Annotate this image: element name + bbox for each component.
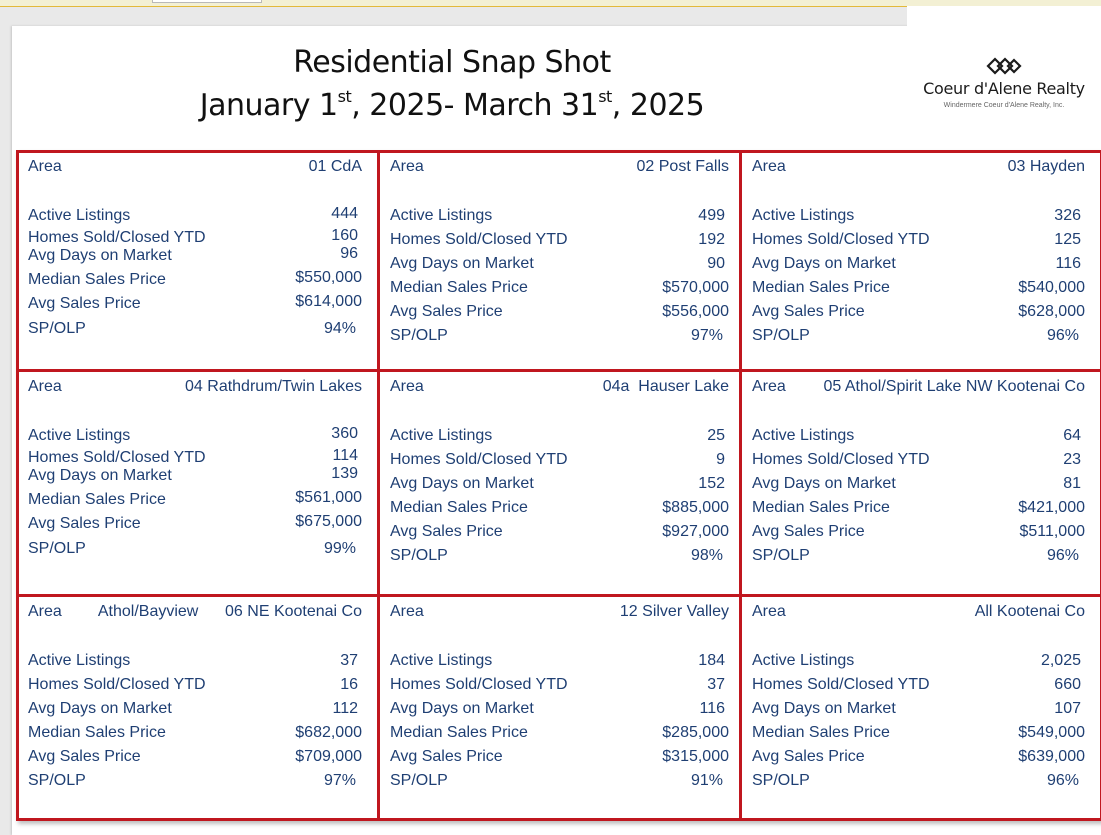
metric-value: 499 xyxy=(698,207,725,224)
metric-value: 116 xyxy=(1055,255,1081,272)
area-label: Area xyxy=(390,378,424,395)
date-middle: , 2025- March 31 xyxy=(351,88,599,123)
metric-label: Median Sales Price xyxy=(28,724,166,741)
metric-label: Homes Sold/Closed YTD xyxy=(28,676,206,693)
metric-value: 91% xyxy=(690,772,723,789)
page-corner xyxy=(907,6,1101,27)
metric-value: $639,000 xyxy=(1018,748,1085,765)
metric-label: Avg Days on Market xyxy=(28,247,172,264)
metric-label: Avg Sales Price xyxy=(28,748,141,765)
metric-value: $549,000 xyxy=(1018,724,1085,741)
area-cell xyxy=(390,378,729,588)
metric-value: $628,000 xyxy=(1018,303,1085,320)
grid-divider-vertical xyxy=(739,150,742,821)
metric-label: Homes Sold/Closed YTD xyxy=(752,676,930,693)
metric-label: Avg Days on Market xyxy=(390,700,534,717)
metric-value: $540,000 xyxy=(1018,279,1085,296)
metric-value: $709,000 xyxy=(295,748,362,765)
metric-label: Median Sales Price xyxy=(390,499,528,516)
metric-value: 160 xyxy=(331,227,358,244)
metric-value: 2,025 xyxy=(1040,652,1081,669)
area-label: Area xyxy=(28,378,62,395)
metric-label: Avg Sales Price xyxy=(28,515,141,532)
metric-label: Homes Sold/Closed YTD xyxy=(752,231,930,248)
diamond-logo-icon xyxy=(984,54,1024,78)
metric-value: 16 xyxy=(340,676,358,693)
area-cell xyxy=(752,603,1085,813)
metric-value: $570,000 xyxy=(662,279,729,296)
metric-value: 139 xyxy=(331,465,358,482)
metric-label: Active Listings xyxy=(390,652,493,669)
metric-label: SP/OLP xyxy=(752,547,810,564)
metric-label: Median Sales Price xyxy=(752,724,890,741)
metric-value: 94% xyxy=(323,320,356,337)
metric-label: SP/OLP xyxy=(28,320,86,337)
area-name: 01 CdA xyxy=(308,158,362,175)
metric-value: 96% xyxy=(1046,327,1079,344)
metric-label: Homes Sold/Closed YTD xyxy=(28,449,206,466)
metric-label: Active Listings xyxy=(752,427,855,444)
area-cell xyxy=(752,378,1085,588)
date-range xyxy=(132,88,772,123)
metric-label: Median Sales Price xyxy=(390,279,528,296)
metric-label: Active Listings xyxy=(752,207,855,224)
metric-label: Median Sales Price xyxy=(752,279,890,296)
area-name: 05 Athol/Spirit Lake NW Kootenai Co xyxy=(823,378,1085,395)
metric-label: Avg Days on Market xyxy=(752,475,896,492)
area-label: Area xyxy=(752,603,786,620)
company-logo xyxy=(916,52,1092,114)
logo-company-name: Coeur d'Alene Realty xyxy=(923,79,1085,98)
metric-label: Avg Days on Market xyxy=(752,700,896,717)
area-label: Area xyxy=(28,158,62,175)
metric-label: Avg Sales Price xyxy=(752,523,865,540)
grid-divider-horizontal xyxy=(16,594,1101,597)
area-label: Area xyxy=(752,158,786,175)
metric-value: 107 xyxy=(1054,700,1081,717)
metric-value: 97% xyxy=(690,327,723,344)
grid-divider-horizontal xyxy=(16,369,1101,372)
metric-label: Homes Sold/Closed YTD xyxy=(390,451,568,468)
metric-label: Avg Days on Market xyxy=(390,255,534,272)
metric-value: $511,000 xyxy=(1019,523,1085,540)
area-cell xyxy=(28,158,362,368)
metric-label: Avg Days on Market xyxy=(390,475,534,492)
metric-label: Avg Sales Price xyxy=(390,748,503,765)
metric-label: Avg Sales Price xyxy=(752,748,865,765)
area-name: All Kootenai Co xyxy=(974,603,1085,620)
metric-value: $614,000 xyxy=(295,293,362,310)
metric-label: Avg Sales Price xyxy=(390,523,503,540)
metric-value: 97% xyxy=(323,772,356,789)
metric-value: $561,000 xyxy=(295,489,362,506)
date-start-suffix: st xyxy=(337,87,352,106)
metric-value: 99% xyxy=(323,540,356,557)
metric-label: Homes Sold/Closed YTD xyxy=(752,451,930,468)
area-cell xyxy=(390,603,729,813)
metric-value: $421,000 xyxy=(1018,499,1085,516)
metric-value: $556,000 xyxy=(662,303,729,320)
metric-value: $550,000 xyxy=(295,269,362,286)
area-label: Area xyxy=(28,603,62,620)
metric-label: Median Sales Price xyxy=(28,491,166,508)
area-name: 02 Post Falls xyxy=(636,158,729,175)
metric-label: SP/OLP xyxy=(390,772,448,789)
metric-value: 184 xyxy=(698,652,725,669)
area-name: 03 Hayden xyxy=(1007,158,1085,175)
metric-value: 96 xyxy=(340,245,358,262)
date-start: January 1 xyxy=(199,88,338,123)
area-name: 04 Rathdrum/Twin Lakes xyxy=(185,378,362,395)
area-cell xyxy=(752,158,1085,368)
metric-label: Avg Days on Market xyxy=(28,700,172,717)
metric-label: Median Sales Price xyxy=(390,724,528,741)
metric-value: 96% xyxy=(1046,547,1079,564)
grid-divider-vertical xyxy=(377,150,380,821)
metric-label: Avg Sales Price xyxy=(28,295,141,312)
metric-label: SP/OLP xyxy=(28,772,86,789)
page-title: Residential Snap Shot xyxy=(293,45,611,80)
area-label: Area xyxy=(752,378,786,395)
metric-label: SP/OLP xyxy=(390,327,448,344)
area-name: 04a Hauser Lake xyxy=(602,378,729,395)
metric-label: SP/OLP xyxy=(390,547,448,564)
metric-value: 98% xyxy=(690,547,723,564)
metric-value: 326 xyxy=(1054,207,1081,224)
metric-label: Active Listings xyxy=(752,652,855,669)
metric-label: Median Sales Price xyxy=(28,271,166,288)
area-label: Area xyxy=(390,603,424,620)
metric-value: 116 xyxy=(699,700,725,717)
metric-value: $682,000 xyxy=(295,724,362,741)
metric-value: 37 xyxy=(707,676,725,693)
metric-value: 660 xyxy=(1054,676,1081,693)
metric-value: 360 xyxy=(331,425,358,442)
area-name: Athol/Bayview 06 NE Kootenai Co xyxy=(97,603,362,620)
metric-label: Active Listings xyxy=(390,207,493,224)
metric-value: 114 xyxy=(332,447,358,464)
metric-value: 9 xyxy=(716,451,725,468)
logo-tagline: Windermere Coeur d'Alene Realty, Inc. xyxy=(943,102,1065,109)
metric-value: $315,000 xyxy=(662,748,729,765)
metric-label: SP/OLP xyxy=(752,327,810,344)
metric-value: 23 xyxy=(1063,451,1081,468)
metric-value: $927,000 xyxy=(662,523,729,540)
metric-value: $885,000 xyxy=(662,499,729,516)
area-cell xyxy=(28,603,362,813)
metric-label: Active Listings xyxy=(390,427,493,444)
metric-value: 444 xyxy=(331,205,358,222)
metric-value: 152 xyxy=(698,475,725,492)
metric-value: 192 xyxy=(698,231,725,248)
metric-label: Avg Sales Price xyxy=(390,303,503,320)
metric-label: Homes Sold/Closed YTD xyxy=(390,231,568,248)
metric-value: 25 xyxy=(707,427,725,444)
area-name: 12 Silver Valley xyxy=(619,603,729,620)
metric-value: 96% xyxy=(1046,772,1079,789)
metric-label: Avg Sales Price xyxy=(752,303,865,320)
date-end-year: , 2025 xyxy=(611,88,705,123)
metric-value: 90 xyxy=(707,255,725,272)
metric-label: SP/OLP xyxy=(752,772,810,789)
metric-value: $285,000 xyxy=(662,724,729,741)
metric-value: 37 xyxy=(340,652,358,669)
metric-label: Active Listings xyxy=(28,427,131,444)
metric-label: Avg Days on Market xyxy=(752,255,896,272)
metric-label: Homes Sold/Closed YTD xyxy=(390,676,568,693)
metric-value: 64 xyxy=(1063,427,1081,444)
date-end-suffix: st xyxy=(598,87,612,106)
metric-label: Avg Days on Market xyxy=(28,467,172,484)
metric-label: Active Listings xyxy=(28,207,131,224)
toolbar-field[interactable] xyxy=(152,0,262,3)
metric-value: 81 xyxy=(1063,475,1081,492)
area-cell xyxy=(28,378,362,588)
area-cell xyxy=(390,158,729,368)
metric-label: Homes Sold/Closed YTD xyxy=(28,229,206,246)
metric-label: Active Listings xyxy=(28,652,131,669)
metric-label: Median Sales Price xyxy=(752,499,890,516)
metric-label: SP/OLP xyxy=(28,540,86,557)
area-label: Area xyxy=(390,158,424,175)
metric-value: $675,000 xyxy=(295,513,362,530)
metric-value: 125 xyxy=(1054,231,1081,248)
metric-value: 112 xyxy=(332,700,358,717)
